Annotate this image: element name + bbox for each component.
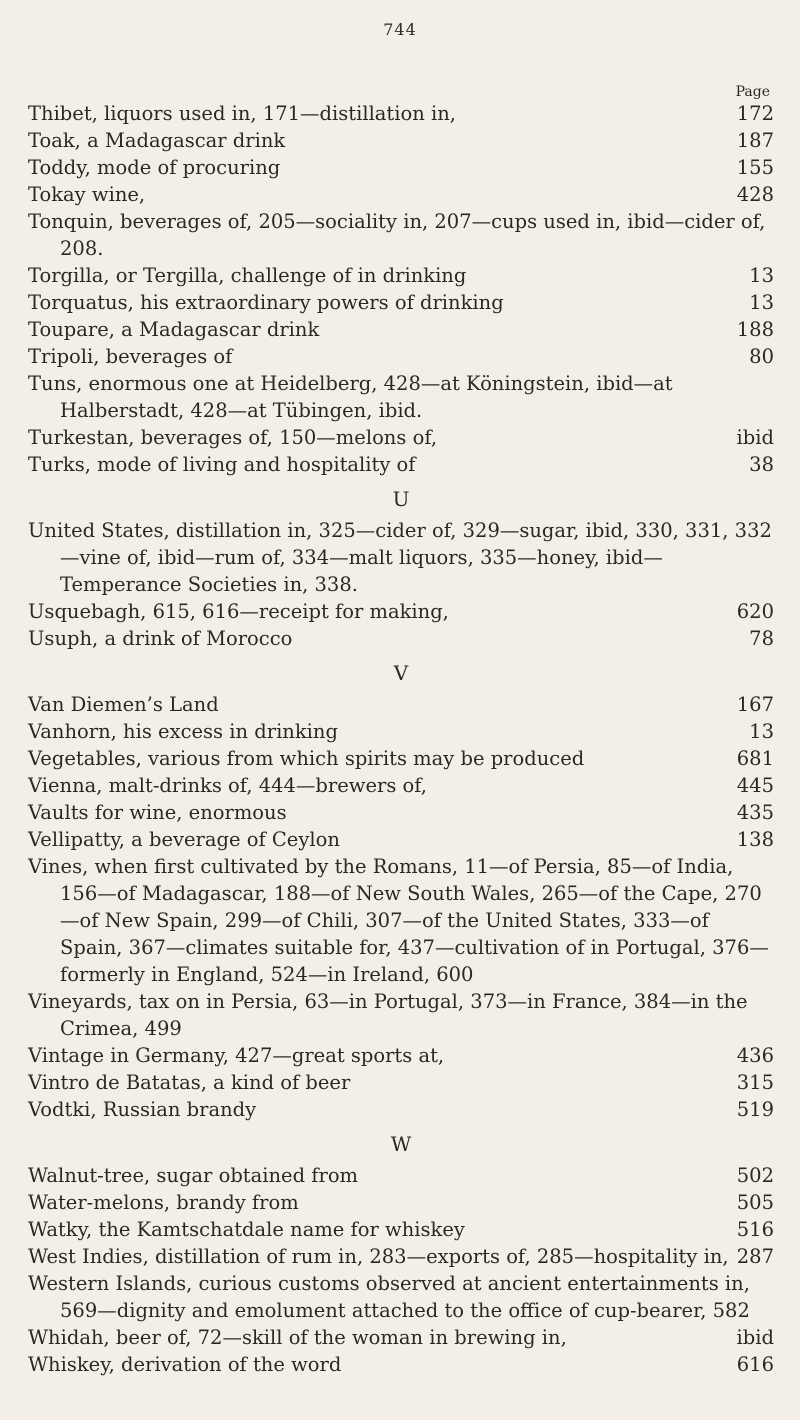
index-entry	[28, 1351, 774, 1378]
index-entry	[28, 370, 774, 424]
entry-page: 287	[736, 1245, 774, 1268]
entry-text: Toddy, mode of procuring	[28, 156, 281, 179]
index-entry	[28, 1096, 774, 1123]
entry-text: Torquatus, his extraordinary powers of drinking	[28, 291, 504, 314]
entry-page: 78	[749, 627, 774, 650]
index-entry	[28, 853, 774, 988]
entry-page: 505	[736, 1191, 774, 1214]
entry-page: 138	[736, 828, 774, 851]
page-column-heading: Page	[735, 84, 770, 100]
index-entry	[28, 826, 774, 853]
index-entry	[28, 1324, 774, 1351]
index-entry	[28, 1270, 774, 1324]
index-entry	[28, 316, 774, 343]
entry-text: Vintage in Germany, 427—great sports at,	[28, 1044, 445, 1067]
entry-page: 188	[736, 318, 774, 341]
entry-page: 436	[736, 1044, 774, 1067]
entry-text: Vintro de Batatas, a kind of beer	[28, 1071, 351, 1094]
index-entry	[28, 1069, 774, 1096]
entry-text: Vellipatty, a beverage of Ceylon	[28, 828, 340, 851]
index-entry	[28, 208, 774, 262]
entry-text: Thibet, liquors used in, 171—distillation in,	[28, 102, 457, 125]
index-entry	[28, 1216, 774, 1243]
index-entry	[28, 424, 774, 451]
entry-text: Tokay wine,	[28, 183, 146, 206]
entry-page: 80	[749, 345, 774, 368]
entry-page: 172	[736, 102, 774, 125]
section-letter-v: V	[393, 661, 409, 685]
entry-text: Vegetables, various from which spirits may be produced	[28, 747, 585, 770]
entry-page: 428	[736, 183, 774, 206]
entry-text: Turks, mode of living and hospitality of	[28, 453, 416, 476]
entry-text: Watky, the Kamtschatdale name for whiskey	[28, 1218, 465, 1241]
entry-text: Vineyards, tax on in Persia, 63—in Portugal, 373—in France, 384—in the Crimea, 499	[28, 990, 748, 1040]
entry-text: Toak, a Madagascar drink	[28, 129, 286, 152]
index-entry	[28, 154, 774, 181]
section-v	[28, 691, 774, 1123]
entry-page: 681	[736, 747, 774, 770]
index-entry	[28, 772, 774, 799]
section-t	[28, 100, 774, 478]
entry-text: Tuns, enormous one at Heidelberg, 428—at Köningstein, ibid—at Halberstadt, 428—at Tübingen, ibid.	[28, 372, 673, 422]
entry-page: ibid	[736, 1326, 774, 1349]
entry-text: Vines, when first cultivated by the Romans, 11—of Persia, 85—of India, 156—of Madagascar, 188—of New South Wales, 265—of the Cape, 270—of New Spain, 299—of Chili, 307—of the United States, 333—of Spain, 367—climates suitable for, 437—cultivation of in Portugal, 376—formerly in England, 524—in Ireland, 600	[28, 855, 769, 986]
index-entry	[28, 718, 774, 745]
entry-text: Usquebagh, 615, 616—receipt for making,	[28, 600, 449, 623]
entry-page: 620	[736, 600, 774, 623]
entry-text: Vanhorn, his excess in drinking	[28, 720, 338, 743]
index-entry	[28, 745, 774, 772]
entry-text: Tonquin, beverages of, 205—sociality in, 207—cups used in, ibid—cider of, 208.	[28, 210, 766, 260]
entry-page: 516	[736, 1218, 774, 1241]
entry-page: 445	[736, 774, 774, 797]
index-entry	[28, 598, 774, 625]
entry-page: 187	[736, 129, 774, 152]
index-entry	[28, 625, 774, 652]
index-entry	[28, 100, 774, 127]
entry-text: Vodtki, Russian brandy	[28, 1098, 257, 1121]
index-entry	[28, 1162, 774, 1189]
entry-text: Walnut-tree, sugar obtained from	[28, 1164, 359, 1187]
index-entries	[28, 100, 774, 1378]
index-entry	[28, 451, 774, 478]
entry-text: Water-melons, brandy from	[28, 1191, 299, 1214]
entry-text: Torgilla, or Tergilla, challenge of in drinking	[28, 264, 467, 287]
entry-page: 155	[736, 156, 774, 179]
entry-text: Vaults for wine, enormous	[28, 801, 287, 824]
entry-page: 616	[736, 1353, 774, 1376]
entry-page: 315	[736, 1071, 774, 1094]
entry-page: ibid	[736, 426, 774, 449]
entry-text: Whiskey, derivation of the word	[28, 1353, 342, 1376]
entry-page: 38	[749, 453, 774, 476]
section-u	[28, 517, 774, 652]
index-entry	[28, 799, 774, 826]
entry-text: Whidah, beer of, 72—skill of the woman in brewing in,	[28, 1326, 567, 1349]
index-entry	[28, 181, 774, 208]
entry-text: Vienna, malt-drinks of, 444—brewers of,	[28, 774, 427, 797]
section-letter-w: W	[390, 1132, 412, 1156]
entry-page: 519	[736, 1098, 774, 1121]
section-letter-u: U	[392, 487, 410, 511]
index-entry	[28, 289, 774, 316]
entry-page: 435	[736, 801, 774, 824]
entry-text: Toupare, a Madagascar drink	[28, 318, 320, 341]
section-w	[28, 1162, 774, 1378]
entry-text: Tripoli, beverages of	[28, 345, 233, 368]
entry-text: Usuph, a drink of Morocco	[28, 627, 293, 650]
index-entry	[28, 262, 774, 289]
entry-page: 13	[749, 720, 774, 743]
entry-text: Van Diemen’s Land	[28, 693, 219, 716]
entry-text: West Indies, distillation of rum in, 283—exports of, 285—hospitality in,	[28, 1245, 729, 1268]
index-entry	[28, 988, 774, 1042]
entry-text: United States, distillation in, 325—cider of, 329—sugar, ibid, 330, 331, 332—vine of, ibid—rum of, 334—malt liquors, 335—honey, ibid—Temperance Societies in, 338.	[28, 519, 772, 596]
entry-page: 502	[736, 1164, 774, 1187]
index-entry	[28, 517, 774, 598]
entry-page: 13	[749, 264, 774, 287]
index-entry	[28, 343, 774, 370]
page-number: 744	[383, 20, 417, 39]
index-entry	[28, 691, 774, 718]
index-entry	[28, 1189, 774, 1216]
entry-text: Turkestan, beverages of, 150—melons of,	[28, 426, 438, 449]
entry-page: 167	[736, 693, 774, 716]
index-entry	[28, 1243, 774, 1270]
entry-page: 13	[749, 291, 774, 314]
entry-text: Western Islands, curious customs observed at ancient entertainments in, 569—dignity and emolument attached to the office of cup-bearer, 582	[28, 1272, 750, 1322]
index-entry	[28, 127, 774, 154]
index-entry	[28, 1042, 774, 1069]
